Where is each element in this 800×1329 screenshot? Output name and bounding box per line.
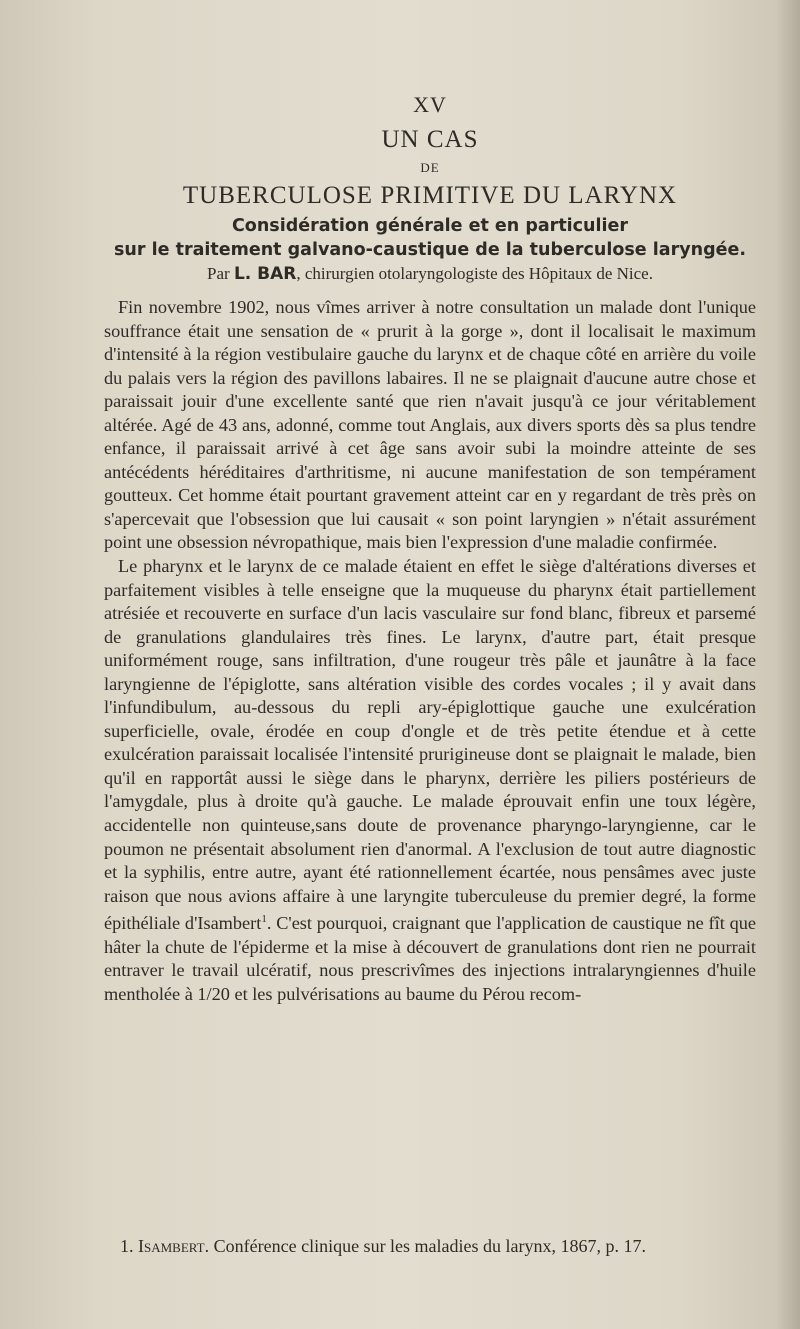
subtitle-line-1: Considération générale et en particulier	[231, 216, 629, 236]
footnote	[120, 1236, 780, 1257]
paragraph-1: Fin novembre 1902, nous vîmes arriver à notre consultation un malade dont l'unique souffrance était une sensation de « prurit à la gorge », dont il localisait le maximum d'intensité à la région vestibulaire gauche du larynx et de chaque côté en arrière du voile du palais vers la région des pavillons labaires. Il ne se plaignait d'aucune autre chose et paraissait jouir d'une excellente santé que rien n'avait jusqu'à ce jour véritablement altérée. Agé de 43 ans, adonné, comme tout Anglais, aux divers sports dès sa plus tendre enfance, il paraissait arrivé à cet âge sans avoir subi la moindre atteinte de ses antécédents héréditaires d'arthritisme, ni aucune manifestation de son tempérament goutteux. Cet homme était pourtant gravement atteint car en y regardant de très près on s'apercevait que l'obsession que lui causait « son point laryngien » n'était assurément point une obsession névropathique, mais bien l'expression d'une maladie confirmée.	[104, 297, 756, 553]
paragraph-2	[104, 555, 756, 1006]
page-edge-shadow	[776, 0, 800, 1329]
footnote-author: Isambert	[138, 1236, 205, 1256]
footnote-text: . Conférence clinique sur les maladies du larynx, 1867, p. 17.	[204, 1236, 647, 1256]
chapter-number: XV	[413, 92, 447, 117]
author-name: L. BAR	[233, 264, 297, 284]
footnote-number: 1.	[120, 1236, 134, 1256]
byline-affiliation: , chirurgien otolaryngologiste des Hôpitaux de Nice.	[296, 264, 653, 283]
paragraph-2-part-1: Le pharynx et le larynx de ce malade étaient en effet le siège d'altérations diverses et parfaitement visibles à telle enseigne que la muqueuse du pharynx était partiellement atrésiée et recouverte en surface d'un lacis vasculaire sur fond blanc, fibreux et parsemé de granulations glandulaires très fines. Le larynx, d'autre part, était presque uniformément rouge, sans infiltration, d'une rougeur très pâle et jaunâtre à la face laryngienne de l'épiglotte, sans altération visible des cordes vocales ; il y avait dans l'infundibulum, au-dessous du repli ary-épiglottique gauche une exulcération superficielle, ovale, érodée en coup d'ongle et de très petite étendue et à cette exulcération paraissait localisée l'intensité prurigineuse dont se plaignait le malade, bien qu'il en rapportât aussi le siège dans le pharynx, derrière les piliers postérieurs de l'amygdale, plus à droite qu'à gauche. Le malade éprouvait enfin une toux légère, accidentelle non quinteuse,sans doute de provenance pharyngo-laryngienne, car le poumon ne présentait absolument rien d'anormal. A l'exclusion de tout autre diagnostic et la syphilis, entre autre, ayant été rationnellement écartée, nous pensâmes avec juste raison que nous avions affaire à une laryngite tuberculeuse du premier degré, la forme épithéliale d'Isambert	[104, 556, 756, 934]
footnote-reference: 1	[261, 913, 267, 926]
title-connector: DE	[420, 160, 440, 175]
byline	[104, 264, 756, 284]
byline-prefix: Par	[207, 264, 230, 283]
page-content	[104, 92, 756, 1007]
body-text	[104, 296, 756, 1007]
paragraph-2-part-2: . C'est pourquoi, craignant que l'application de caustique ne fît que hâter la chute de l'épiderme et la mise à découvert de granulations dont rien ne pourrait entraver le travail ulcératif, nous prescrivîmes des injections intralaryngiennes d'huile mentholée à 1/20 et les pulvérisations au baume du Pérou recom-	[104, 913, 756, 1004]
title-line-2: TUBERCULOSE PRIMITIVE DU LARYNX	[182, 182, 678, 209]
title-line-1: UN CAS	[381, 126, 479, 153]
subtitle-line-2: sur le traitement galvano-caustique de la tuberculose laryngée.	[114, 240, 746, 260]
